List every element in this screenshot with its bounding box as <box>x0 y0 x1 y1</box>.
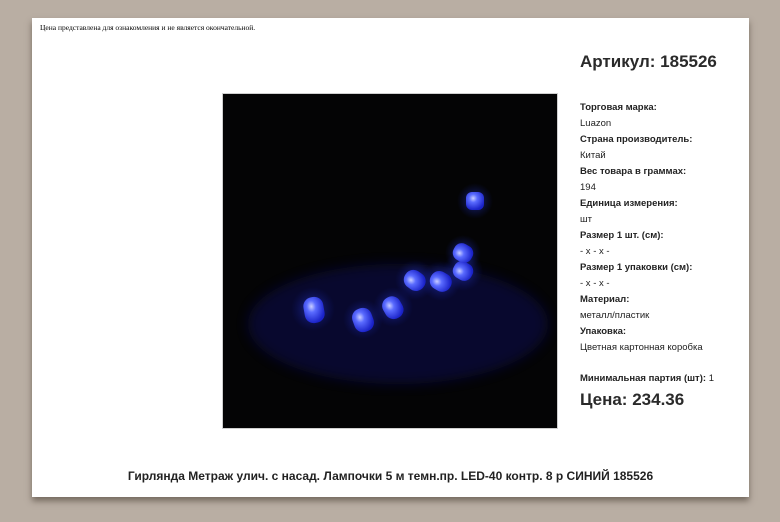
spec-label: Единица измерения: <box>580 198 678 209</box>
spec-label: Страна производитель: <box>580 134 693 145</box>
spec-label: Упаковка: <box>580 326 627 337</box>
spec-row <box>580 292 745 324</box>
article-value: 185526 <box>660 52 717 71</box>
spec-label: Размер 1 шт. (см): <box>580 230 664 241</box>
price-disclaimer: Цена представлена для ознакомления и не является окончательной. <box>40 23 256 32</box>
spec-label: Вес товара в граммах: <box>580 166 687 177</box>
spec-row <box>580 164 745 196</box>
min-batch-value: 1 <box>708 373 714 384</box>
spec-label: Размер 1 упаковки (см): <box>580 262 693 273</box>
spec-value: металл/пластик <box>580 310 650 321</box>
product-photo <box>222 93 558 429</box>
spec-label: Материал: <box>580 294 630 305</box>
product-specs <box>580 100 745 356</box>
led-garland-image <box>223 94 557 428</box>
price <box>580 390 684 410</box>
product-title: Гирлянда Метраж улич. с насад. Лампочки 5 м темн.пр. LED-40 контр. 8 р СИНИЙ 185526 <box>127 469 654 483</box>
product-sheet <box>32 18 749 497</box>
spec-value: шт <box>580 214 592 225</box>
spec-row <box>580 132 745 164</box>
article-number <box>580 52 717 72</box>
spec-row <box>580 324 745 356</box>
price-value: 234.36 <box>632 390 685 409</box>
spec-value: Цветная картонная коробка <box>580 342 703 353</box>
article-label: Артикул: <box>580 52 656 71</box>
spec-row <box>580 196 745 228</box>
spec-value: 194 <box>580 182 596 193</box>
spec-value: Luazon <box>580 118 612 129</box>
spec-row <box>580 260 745 292</box>
spec-row <box>580 228 745 260</box>
price-label: Цена: <box>580 390 628 409</box>
spec-label: Торговая марка: <box>580 102 657 113</box>
spec-value: - x - x - <box>580 246 610 257</box>
spec-value: Китай <box>580 150 606 161</box>
min-batch-label: Минимальная партия (шт): <box>580 373 707 384</box>
spec-value: - x - x - <box>580 278 610 289</box>
minimum-batch <box>580 373 714 384</box>
spec-row <box>580 100 745 132</box>
